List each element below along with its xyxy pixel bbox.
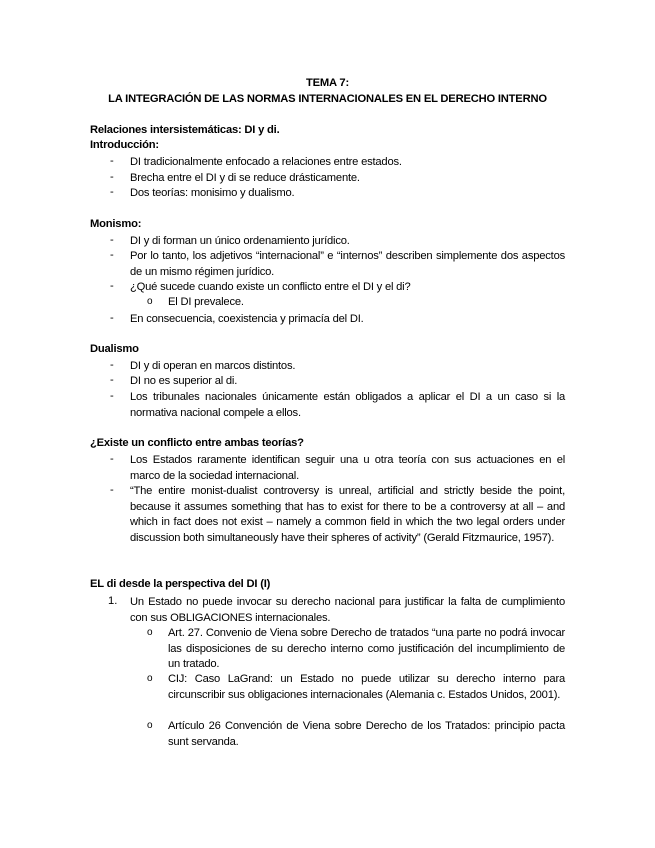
bullet-dash: - [110,249,114,261]
numbered-list-item: Un Estado no puede invocar su derecho nacional para justificar la falta de cumplimiento con sus OBLIGACIONES internacionales. [130,596,565,624]
bullet-circle: o [147,673,153,684]
bullet-dash: - [110,453,114,465]
heading-monismo: Monismo: [90,218,142,230]
list-item: Brecha entre el DI y di se reduce drásticamente. [130,172,360,184]
bullet-dash: - [110,374,114,386]
list-item: DI y di operan en marcos distintos. [130,360,296,372]
heading-perspectiva: EL di desde la perspectiva del DI (I) [90,578,271,590]
bullet-dash: - [110,312,114,324]
document-title-line-2: LA INTEGRACIÓN DE LAS NORMAS INTERNACIONALES EN EL DERECHO INTERNO [108,93,547,105]
sub-list-item: El DI prevalece. [168,296,244,308]
bullet-dash: - [110,359,114,371]
list-item: ¿Qué sucede cuando existe un conflicto entre el DI y el di? [130,281,411,293]
list-item: Los Estados raramente identifican seguir una u otra teoría con sus actuaciones en el marco de la sociedad internacional. [130,454,565,482]
heading-conflicto: ¿Existe un conflicto entre ambas teorías? [90,437,304,449]
list-item: Dos teorías: monisimo y dualismo. [130,187,295,199]
list-item: Por lo tanto, los adjetivos “internacional” e “internos” describen simplemente dos aspectos de un mismo régimen jurídico. [130,250,565,278]
list-number: 1. [108,595,118,607]
heading-dualismo: Dualismo [90,343,139,355]
sub-list-item: CIJ: Caso LaGrand: un Estado no puede utilizar su derecho interno para circunscribir sus obligaciones internacionales (Alemania c. Estados Unidos, 2001). [168,673,565,701]
bullet-dash: - [110,171,114,183]
list-item-quote: “The entire monist-dualist controversy is unreal, artificial and strictly beside the point, because it assumes something that has to exist for there to be a controversy at all – and which in fact does not exist – namely a common field in which the two legal orders under discussion both simultaneously have their spheres of activity” (Gerald Fitzmaurice, 1957). [130,485,565,544]
bullet-circle: o [147,720,153,731]
bullet-dash: - [110,155,114,167]
document-title-line-1: TEMA 7: [306,77,349,89]
list-item: DI y di forman un único ordenamiento jurídico. [130,235,350,247]
bullet-dash: - [110,186,114,198]
list-item: Los tribunales nacionales únicamente están obligados a aplicar el DI a un caso si la normativa nacional compele a ellos. [130,391,565,419]
sub-list-item: Artículo 26 Convención de Viena sobre Derecho de los Tratados: principio pacta sunt servanda. [168,720,565,748]
bullet-dash: - [110,484,114,496]
bullet-dash: - [110,390,114,402]
bullet-circle: o [147,296,153,307]
heading-relaciones: Relaciones intersistemáticas: DI y di. [90,124,280,136]
bullet-circle: o [147,627,153,638]
list-item: En consecuencia, coexistencia y primacía del DI. [130,313,364,325]
list-item: DI no es superior al di. [130,375,238,387]
sub-list-item: Art. 27. Convenio de Viena sobre Derecho de tratados “una parte no podrá invocar las disposiciones de su derecho interno como justificación del incumplimiento de un tratado. [168,627,565,670]
bullet-dash: - [110,280,114,292]
list-item: DI tradicionalmente enfocado a relaciones entre estados. [130,156,402,168]
bullet-dash: - [110,234,114,246]
heading-introduccion: Introducción: [90,139,159,151]
